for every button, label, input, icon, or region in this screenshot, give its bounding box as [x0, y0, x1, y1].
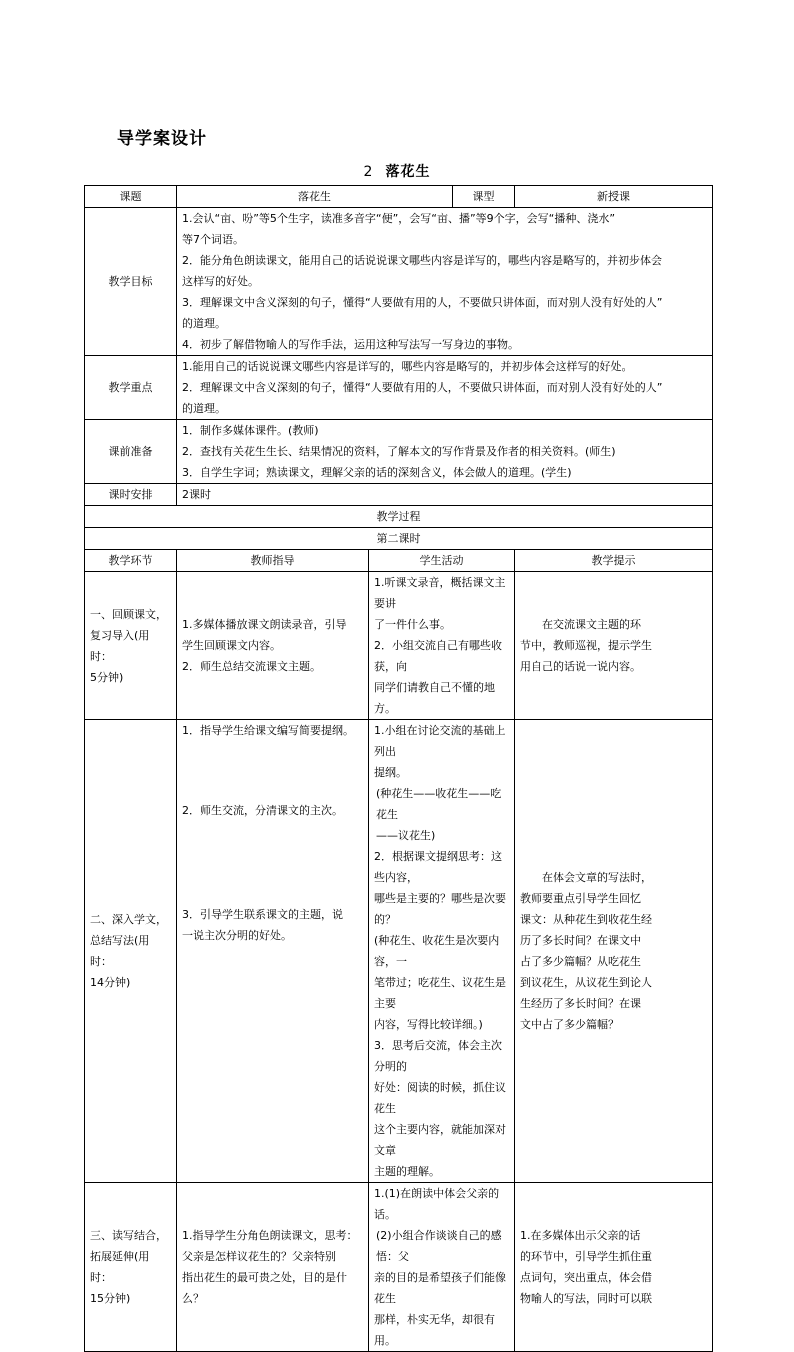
student-cell [369, 1183, 515, 1352]
process-title: 教学过程 [85, 506, 713, 528]
student-line: 同学们请教自己不懂的地方。 [374, 681, 495, 715]
student-line: 内容，写得比较详细。) [374, 1018, 483, 1031]
list-item: 2．理解课文中含义深刻的句子，懂得“人要做有用的人，不要做只讲体面，而对别人没有好处的人” [182, 381, 663, 394]
topic-value: 落花生 [177, 186, 453, 208]
tip-cell [515, 720, 713, 1183]
teacher-line: 么？ [182, 1292, 204, 1305]
student-line: (种花生、收花生是次要内容，一 [374, 934, 500, 968]
tip-cell [515, 572, 713, 720]
column-header: 教师指导 [177, 550, 369, 572]
table-row [85, 186, 713, 208]
teacher-line: 学生回顾课文内容。 [182, 639, 281, 652]
list-item: 等7个词语。 [182, 233, 244, 246]
tip-line: 课文：从种花生到收花生经 [520, 913, 653, 926]
goals-content [177, 208, 713, 356]
student-line: 1.听课文录音，概括课文主要讲 [374, 576, 506, 610]
tip-line: 生经历了多长时间？在课 [520, 997, 642, 1010]
type-label: 课型 [453, 186, 515, 208]
student-line: ——议花生) [376, 829, 436, 842]
lesson-title [0, 161, 794, 181]
hours-value: 2课时 [177, 484, 713, 506]
tip-line: 文中占了多少篇幅？ [520, 1018, 620, 1031]
prep-content [177, 420, 713, 484]
student-line: 笔带过；吃花生、议花生是主要 [374, 976, 506, 1010]
table-row [85, 528, 713, 550]
student-line: 2．小组交流自己有哪些收获，向 [374, 639, 502, 673]
teacher-line: 1．指导学生给课文编写简要提纲。 [182, 724, 354, 737]
focus-content [177, 356, 713, 420]
student-cell [369, 720, 515, 1183]
student-line: 3．思考后交流，体会主次分明的 [374, 1039, 502, 1073]
list-item: 1．制作多媒体课件。(教师) [182, 424, 319, 437]
stage-line: 14分钟) [90, 976, 131, 989]
student-line: 主题的理解。 [374, 1165, 440, 1178]
column-header: 学生活动 [369, 550, 515, 572]
tip-line: 用自己的话说一说内容。 [520, 660, 642, 673]
student-line: 亲的目的是希望孩子们能像花生 [374, 1271, 506, 1305]
stage-cell [85, 1183, 177, 1352]
teacher-line: 指出花生的最可贵之处，目的是什 [182, 1271, 347, 1284]
teacher-line: 1.多媒体播放课文朗读录音，引导 [182, 618, 347, 631]
student-line: 1.(1)在朗读中体会父亲的话。 [374, 1187, 500, 1221]
teacher-line: 2．师生总结交流课文主题。 [182, 660, 321, 673]
tip-line: 在交流课文主题的环 [542, 618, 642, 631]
student-line: (2)小组合作谈谈自己的感悟：父 [376, 1229, 502, 1263]
table-header-row [85, 550, 713, 572]
table-row [85, 1183, 713, 1352]
period-title: 第二课时 [85, 528, 713, 550]
lesson-name: 落花生 [385, 164, 431, 180]
list-item: 的道理。 [182, 402, 226, 415]
stage-line: 拓展延伸(用时： [90, 1250, 150, 1284]
tip-line: 在体会文章的写法时， [542, 871, 653, 884]
stage-line: 5分钟) [90, 670, 124, 684]
type-value: 新授课 [515, 186, 713, 208]
goals-label: 教学目标 [85, 208, 177, 356]
list-item: 1.能用自己的话说说课文哪些内容是详写的，哪些内容是略写的，并初步体会这样写的好处。 [182, 360, 633, 373]
student-line: 这个主要内容，就能加深对文章 [374, 1123, 506, 1157]
tip-line: 历了多长时间？在课文中 [520, 934, 642, 947]
tip-line: 节中，教师巡视，提示学生 [520, 639, 653, 652]
tip-line: 到议花生，从议花生到论人 [520, 976, 653, 989]
student-line: (种花生——收花生——吃花生 [376, 787, 502, 821]
stage-line: 三、读写结合， [90, 1229, 167, 1242]
teacher-line: 2．师生交流，分清课文的主次。 [182, 804, 343, 817]
table-row [85, 484, 713, 506]
prep-label: 课前准备 [85, 420, 177, 484]
student-line: 了一件什么事。 [374, 618, 451, 631]
column-header: 教学环节 [85, 550, 177, 572]
teacher-line: 3．引导学生联系课文的主题，说 [182, 908, 343, 921]
focus-label: 教学重点 [85, 356, 177, 420]
teacher-cell [177, 1183, 369, 1352]
teacher-cell [177, 572, 369, 720]
table-row [85, 572, 713, 720]
hours-label: 课时安排 [85, 484, 177, 506]
student-line: 那样，朴实无华，却很有用。 [374, 1313, 495, 1347]
tip-cell [515, 1183, 713, 1352]
teacher-line: 一说主次分明的好处。 [182, 929, 292, 942]
topic-label: 课题 [85, 186, 177, 208]
lesson-number: 2 [363, 164, 374, 180]
list-item: 2．能分角色朗读课文，能用自己的话说说课文哪些内容是详写的，哪些内容是略写的，并初步体会 [182, 254, 662, 267]
stage-cell [85, 572, 177, 720]
teacher-cell [177, 720, 369, 1183]
list-item: 的道理。 [182, 317, 226, 330]
lesson-plan-table [84, 185, 713, 1352]
stage-cell [85, 720, 177, 1183]
teacher-line: 1.指导学生分角色朗读课文，思考： [182, 1229, 358, 1242]
list-item: 这样写的好处。 [182, 275, 259, 288]
tip-line: 教师要重点引导学生回忆 [520, 892, 642, 905]
tip-line: 点词句，突出重点，体会借 [520, 1271, 653, 1284]
list-item: 3．理解课文中含义深刻的句子，懂得“人要做有用的人，不要做只讲体面，而对别人没有好处的人” [182, 296, 663, 309]
list-item: 2．查找有关花生生长、结果情况的资料，了解本文的写作背景及作者的相关资料。(师生) [182, 445, 616, 458]
student-line: 2．根据课文提纲思考：这些内容， [374, 850, 502, 884]
list-item: 1.会认“亩、吩”等5个生字，读准多音字“便”，会写“亩、播”等9个字，会写“播种、浇水” [182, 212, 616, 225]
student-line: 哪些是主要的？哪些是次要的？ [374, 892, 506, 926]
list-item: 3．自学生字词；熟读课文，理解父亲的话的深刻含义，体会做人的道理。(学生) [182, 466, 572, 479]
stage-line: 总结写法(用时： [90, 934, 150, 968]
tip-line: 的环节中，引导学生抓住重 [520, 1250, 653, 1263]
teacher-line: 父亲是怎样议花生的？父亲特别 [182, 1250, 336, 1263]
table-row [85, 356, 713, 420]
table-row [85, 720, 713, 1183]
stage-line: 二、深入学文， [90, 913, 167, 926]
student-line: 好处：阅读的时候，抓住议花生 [374, 1081, 506, 1115]
student-cell [369, 572, 515, 720]
student-line: 提纲。 [374, 766, 407, 779]
column-header: 教学提示 [515, 550, 713, 572]
stage-line: 15分钟) [90, 1292, 131, 1305]
document-heading: 导学案设计 [117, 129, 207, 149]
list-item: 4．初步了解借物喻人的写作手法，运用这种写法写一写身边的事物。 [182, 338, 519, 351]
table-row [85, 506, 713, 528]
table-row [85, 420, 713, 484]
tip-line: 物喻人的写法，同时可以联 [520, 1292, 653, 1305]
stage-line: 一、回顾课文， [90, 607, 167, 621]
table-row [85, 208, 713, 356]
stage-line: 复习导入(用时： [90, 628, 150, 663]
student-line: 1.小组在讨论交流的基础上列出 [374, 724, 506, 758]
tip-line: 1.在多媒体出示父亲的话 [520, 1229, 641, 1242]
tip-line: 占了多少篇幅？从吃花生 [520, 955, 642, 968]
